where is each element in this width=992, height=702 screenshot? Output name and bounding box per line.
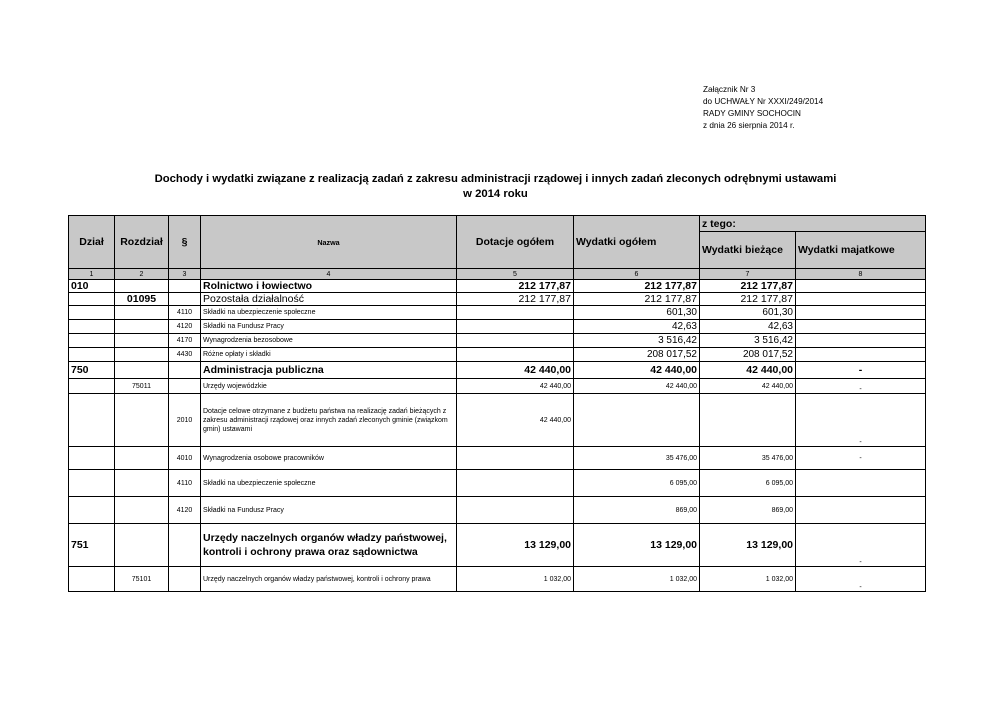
paragraf-cell: 4110 — [169, 306, 201, 320]
annex-resolution: do UCHWAŁY Nr XXXI/249/2014 — [703, 97, 824, 106]
col-number: 6 — [574, 269, 700, 280]
majatkowe-cell: - — [796, 567, 926, 592]
biezace-cell — [700, 394, 796, 447]
header-rozdzial: Rozdział — [115, 216, 169, 269]
paragraf-cell — [169, 293, 201, 306]
biezace-cell: 42 440,00 — [700, 362, 796, 379]
biezace-cell: 1 032,00 — [700, 567, 796, 592]
rozdzial-cell — [115, 306, 169, 320]
wydatki-cell: 601,30 — [574, 306, 700, 320]
title-line-1: Dochody i wydatki związane z realizacją zadań z zakresu administracji rządowej i innych zadań zleconych odrębnymi ustawami — [154, 173, 837, 185]
table-row — [69, 447, 926, 470]
dotacje-cell: 42 440,00 — [457, 379, 574, 394]
annex-header — [703, 84, 823, 132]
dotacje-cell: 13 129,00 — [457, 524, 574, 567]
nazwa-cell: Różne opłaty i składki — [201, 348, 457, 362]
dotacje-cell: 42 440,00 — [457, 362, 574, 379]
dzial-cell — [69, 320, 115, 334]
wydatki-cell: 1 032,00 — [574, 567, 700, 592]
dzial-cell — [69, 334, 115, 348]
paragraf-cell: 4120 — [169, 320, 201, 334]
nazwa-cell: Dotacje celowe otrzymane z budżetu państwa na realizację zadań bieżących z zakresu administracji rządowej oraz innych zadań zleconych gminie (związkom gmin) ustawami — [201, 394, 457, 447]
table-row — [69, 334, 926, 348]
biezace-cell: 208 017,52 — [700, 348, 796, 362]
majatkowe-cell: - — [796, 394, 926, 447]
rozdzial-cell — [115, 280, 169, 293]
dzial-cell — [69, 470, 115, 497]
majatkowe-cell — [796, 334, 926, 348]
paragraf-cell: 4110 — [169, 470, 201, 497]
biezace-cell: 212 177,87 — [700, 293, 796, 306]
dzial-cell — [69, 348, 115, 362]
majatkowe-cell: - — [796, 362, 926, 379]
table-row — [69, 379, 926, 394]
dotacje-cell — [457, 320, 574, 334]
table-row — [69, 293, 926, 306]
nazwa-cell: Składki na Fundusz Pracy — [201, 497, 457, 524]
table-row — [69, 280, 926, 293]
col-number: 8 — [796, 269, 926, 280]
dzial-cell — [69, 447, 115, 470]
paragraf-cell — [169, 362, 201, 379]
col-number: 4 — [201, 269, 457, 280]
dzial-cell: 750 — [69, 362, 115, 379]
wydatki-cell: 6 095,00 — [574, 470, 700, 497]
rozdzial-cell — [115, 524, 169, 567]
table-row — [69, 320, 926, 334]
table-row — [69, 497, 926, 524]
header-dzial: Dział — [69, 216, 115, 269]
rozdzial-cell — [115, 470, 169, 497]
nazwa-cell: Urzędy wojewódzkie — [201, 379, 457, 394]
majatkowe-cell: - — [796, 447, 926, 470]
nazwa-cell: Wynagrodzenia bezosobowe — [201, 334, 457, 348]
majatkowe-cell — [796, 293, 926, 306]
wydatki-cell: 869,00 — [574, 497, 700, 524]
biezace-cell: 13 129,00 — [700, 524, 796, 567]
dzial-cell — [69, 306, 115, 320]
dotacje-cell — [457, 497, 574, 524]
annex-date: z dnia 26 sierpnia 2014 r. — [703, 121, 795, 130]
dotacje-cell — [457, 447, 574, 470]
table-row — [69, 362, 926, 379]
rozdzial-cell — [115, 497, 169, 524]
title-line-2: w 2014 roku — [463, 188, 528, 200]
table-row — [69, 524, 926, 567]
majatkowe-cell: - — [796, 524, 926, 567]
majatkowe-cell — [796, 280, 926, 293]
wydatki-cell: 35 476,00 — [574, 447, 700, 470]
dzial-cell — [69, 293, 115, 306]
paragraf-cell: 4170 — [169, 334, 201, 348]
rozdzial-cell — [115, 334, 169, 348]
header-majatkowe: Wydatki majatkowe — [796, 232, 926, 269]
nazwa-cell: Urzędy naczelnych organów władzy państwowej, kontroli i ochrony prawa — [201, 567, 457, 592]
rozdzial-cell: 01095 — [115, 293, 169, 306]
biezace-cell: 869,00 — [700, 497, 796, 524]
rozdzial-cell — [115, 447, 169, 470]
nazwa-cell: Składki na ubezpieczenie społeczne — [201, 306, 457, 320]
rozdzial-cell: 75101 — [115, 567, 169, 592]
nazwa-cell: Składki na Fundusz Pracy — [201, 320, 457, 334]
dotacje-cell — [457, 334, 574, 348]
nazwa-cell: Składki na ubezpieczenie społeczne — [201, 470, 457, 497]
header-paragraf: § — [169, 216, 201, 269]
col-number: 3 — [169, 269, 201, 280]
nazwa-cell: Wynagrodzenia osobowe pracowników — [201, 447, 457, 470]
col-number: 1 — [69, 269, 115, 280]
wydatki-cell: 42 440,00 — [574, 362, 700, 379]
rozdzial-cell — [115, 394, 169, 447]
col-number: 5 — [457, 269, 574, 280]
biezace-cell: 3 516,42 — [700, 334, 796, 348]
paragraf-cell — [169, 379, 201, 394]
nazwa-cell: Rolnictwo i łowiectwo — [201, 280, 457, 293]
dotacje-cell: 212 177,87 — [457, 293, 574, 306]
dotacje-cell — [457, 306, 574, 320]
table-row — [69, 567, 926, 592]
majatkowe-cell — [796, 306, 926, 320]
table-row — [69, 306, 926, 320]
dotacje-cell: 212 177,87 — [457, 280, 574, 293]
paragraf-cell: 4430 — [169, 348, 201, 362]
dzial-cell — [69, 497, 115, 524]
wydatki-cell: 212 177,87 — [574, 293, 700, 306]
dzial-cell: 010 — [69, 280, 115, 293]
wydatki-cell — [574, 394, 700, 447]
wydatki-cell: 13 129,00 — [574, 524, 700, 567]
dotacje-cell: 42 440,00 — [457, 394, 574, 447]
annex-number: Załącznik Nr 3 — [703, 85, 756, 94]
paragraf-cell: 2010 — [169, 394, 201, 447]
dotacje-cell: 1 032,00 — [457, 567, 574, 592]
majatkowe-cell — [796, 348, 926, 362]
dzial-cell — [69, 567, 115, 592]
biezace-cell: 42,63 — [700, 320, 796, 334]
biezace-cell: 6 095,00 — [700, 470, 796, 497]
nazwa-cell: Pozostała działalność — [201, 293, 457, 306]
majatkowe-cell — [796, 320, 926, 334]
biezace-cell: 601,30 — [700, 306, 796, 320]
wydatki-cell: 42 440,00 — [574, 379, 700, 394]
wydatki-cell: 212 177,87 — [574, 280, 700, 293]
paragraf-cell: 4120 — [169, 497, 201, 524]
annex-council: RADY GMINY SOCHOCIN — [703, 109, 801, 118]
header-biezace: Wydatki bieżące — [700, 232, 796, 269]
header-wydatki: Wydatki ogółem — [574, 216, 700, 269]
wydatki-cell: 42,63 — [574, 320, 700, 334]
col-number: 7 — [700, 269, 796, 280]
biezace-cell: 35 476,00 — [700, 447, 796, 470]
wydatki-cell: 3 516,42 — [574, 334, 700, 348]
dzial-cell — [69, 379, 115, 394]
table-row — [69, 470, 926, 497]
table-row — [69, 348, 926, 362]
document-title — [68, 172, 923, 202]
header-z-tego: z tego: — [700, 216, 926, 232]
paragraf-cell — [169, 567, 201, 592]
nazwa-cell: Urzędy naczelnych organów władzy państwowej, kontroli i ochrony prawa oraz sądownictwa — [201, 524, 457, 567]
majatkowe-cell: - — [796, 379, 926, 394]
biezace-cell: 212 177,87 — [700, 280, 796, 293]
wydatki-cell: 208 017,52 — [574, 348, 700, 362]
rozdzial-cell — [115, 362, 169, 379]
column-number-row — [69, 269, 926, 280]
paragraf-cell — [169, 280, 201, 293]
dzial-cell — [69, 394, 115, 447]
paragraf-cell — [169, 524, 201, 567]
rozdzial-cell: 75011 — [115, 379, 169, 394]
dzial-cell: 751 — [69, 524, 115, 567]
col-number: 2 — [115, 269, 169, 280]
majatkowe-cell — [796, 470, 926, 497]
budget-table — [68, 215, 926, 592]
rozdzial-cell — [115, 320, 169, 334]
dotacje-cell — [457, 348, 574, 362]
biezace-cell: 42 440,00 — [700, 379, 796, 394]
header-dotacje: Dotacje ogółem — [457, 216, 574, 269]
table-row — [69, 394, 926, 447]
majatkowe-cell — [796, 497, 926, 524]
header-nazwa: Nazwa — [201, 216, 457, 269]
nazwa-cell: Administracja publiczna — [201, 362, 457, 379]
dotacje-cell — [457, 470, 574, 497]
paragraf-cell: 4010 — [169, 447, 201, 470]
rozdzial-cell — [115, 348, 169, 362]
